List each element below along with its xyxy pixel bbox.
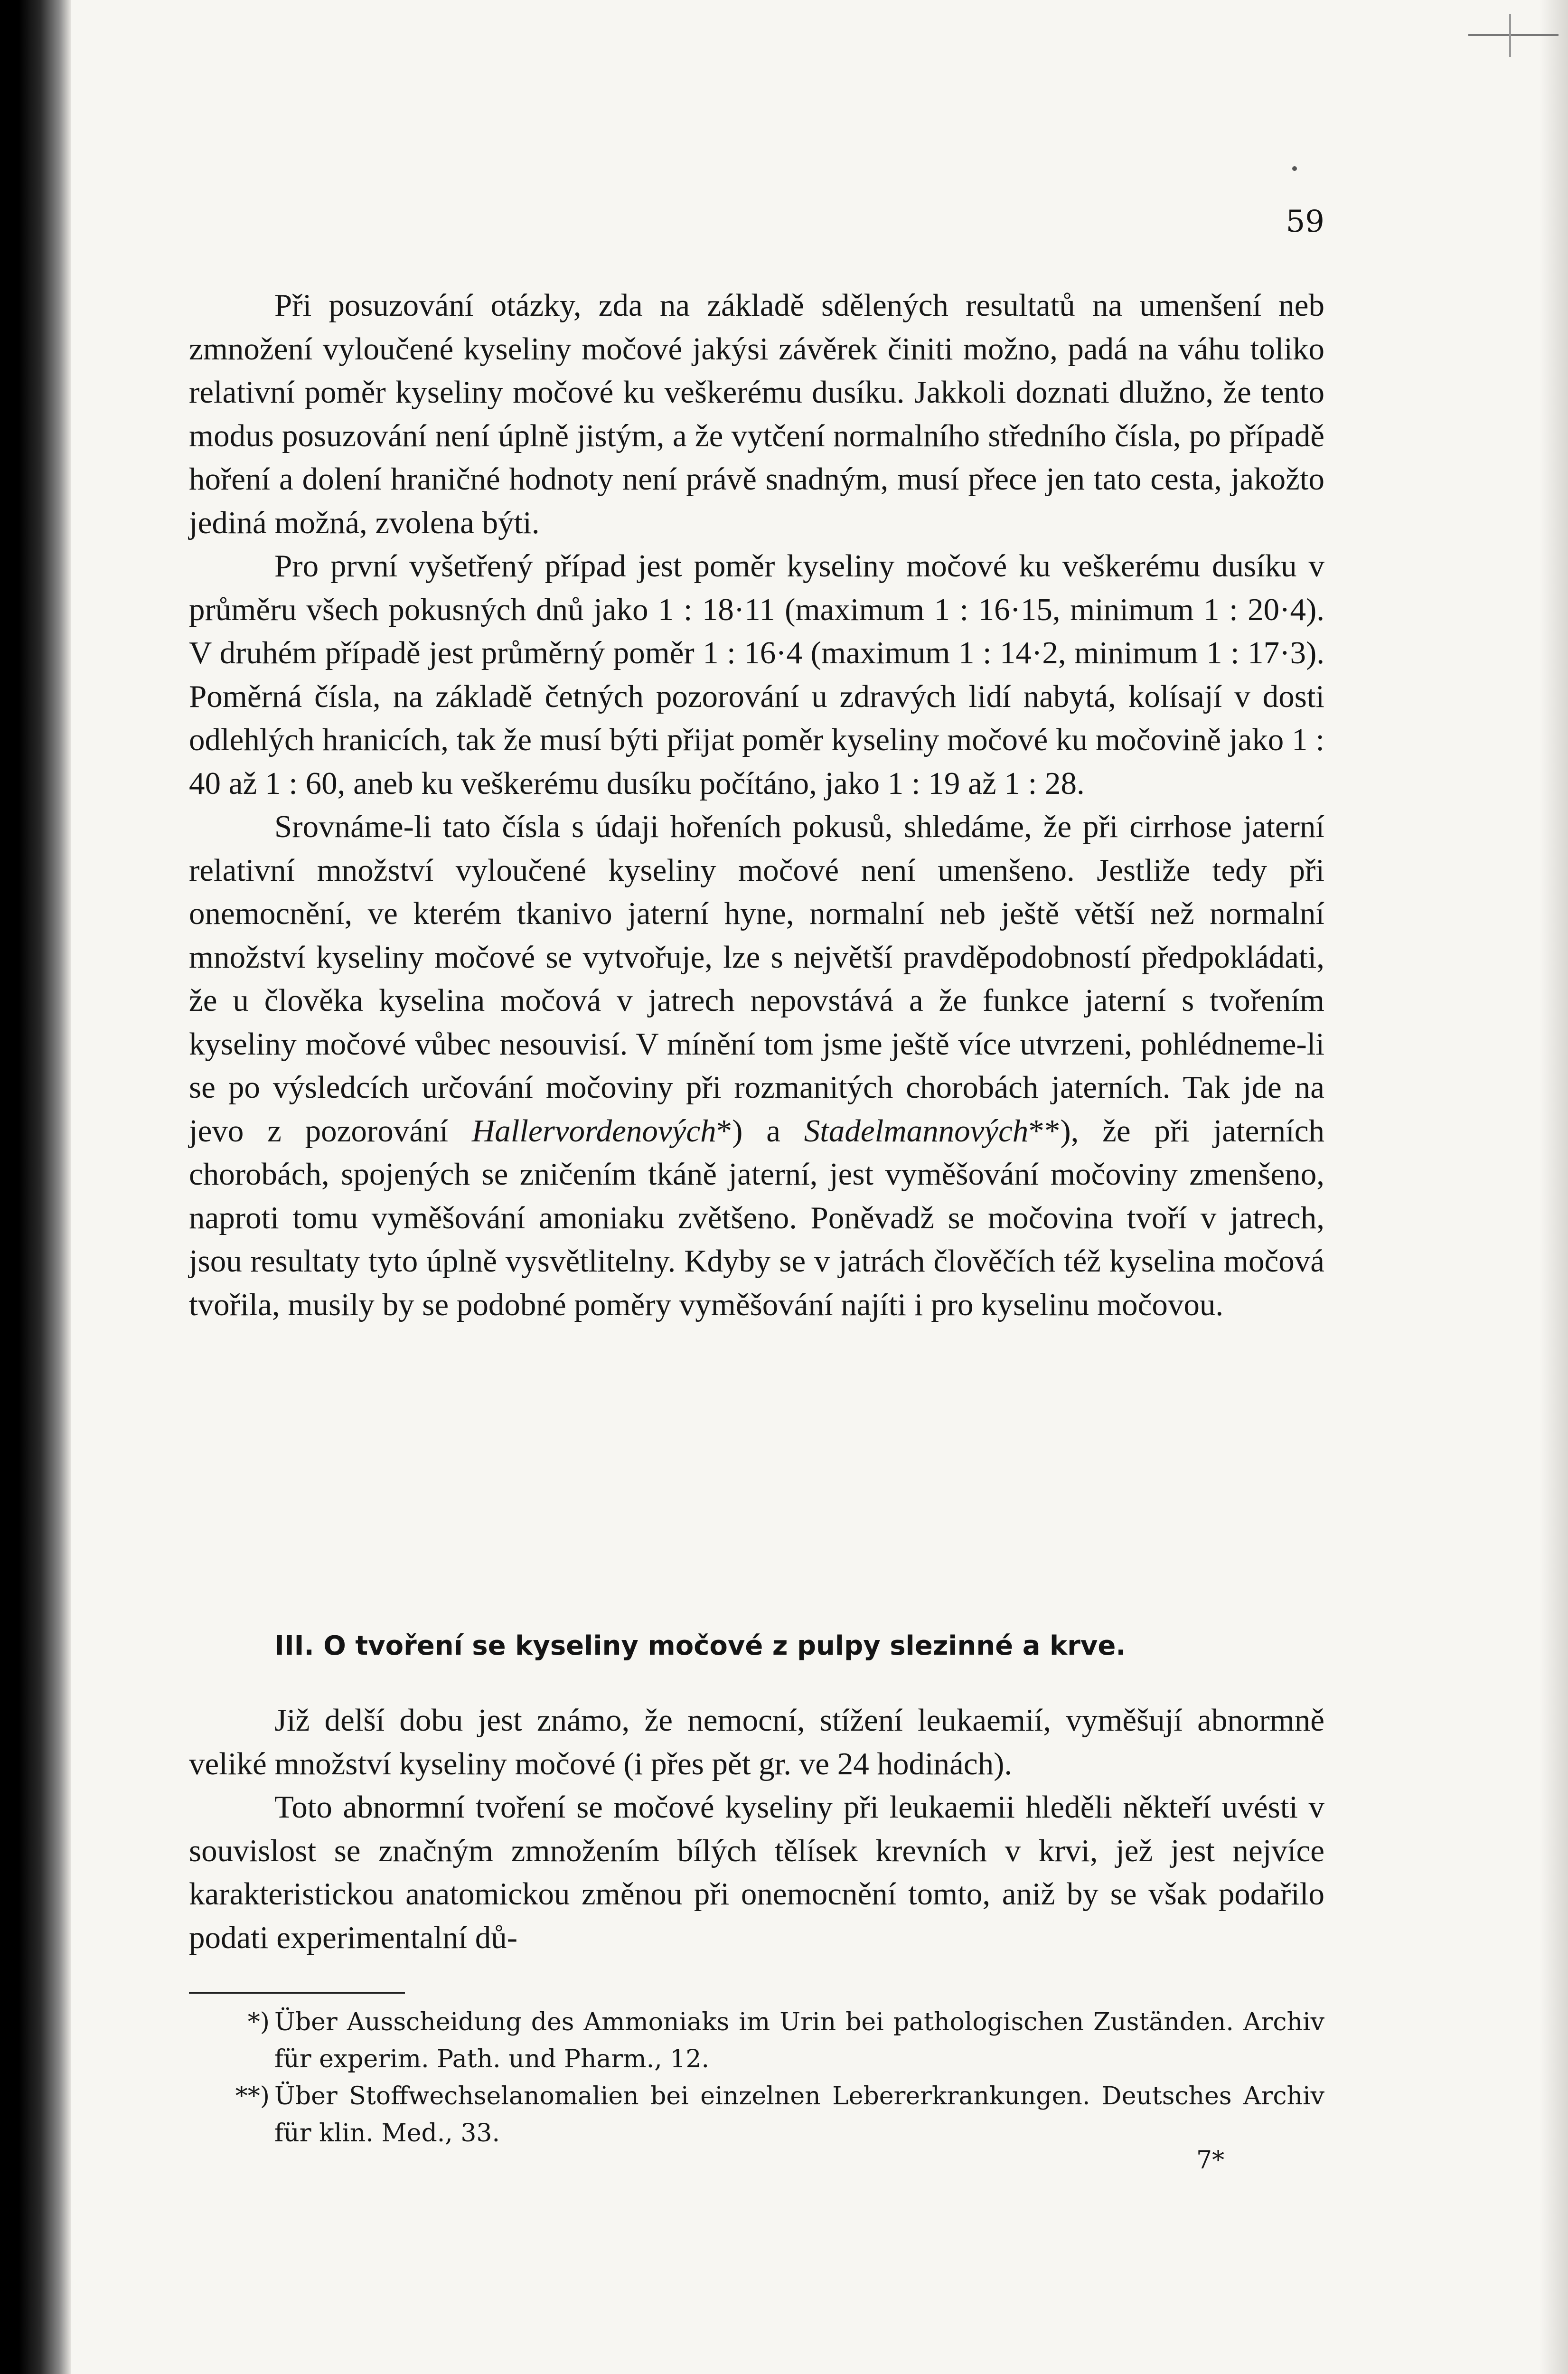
scan-speck	[1292, 166, 1297, 171]
paragraph-text: že při jaterních chorobách, spojených se zničením tkáně jaterní, jest vyměšování močoviny zmenšeno, naproti tomu vyměšování amoniaku zvětšeno. Poněvadž se močovina tvoří v jatrech, jsou resultaty tyto úplně vysvětlitelny. Kdyby se v jatrách člověčích též kyselina močová tvořila, musily by se podobné poměry vyměšování najíti i pro kyselinu močovou.	[189, 1113, 1325, 1322]
section-heading: III. O tvoření se kyseliny močové z pulpy slezinné a krve.	[274, 1630, 1126, 1661]
footnote-ref: **),	[1028, 1113, 1079, 1149]
paragraph: Toto abnormní tvoření se močové kyseliny při leukaemii hleděli někteří uvésti v souvislost se značným zmnožením bílých tělísek krevních v krvi, jež jest nejvíce karakteristickou anatomickou změnou při onemocnění tomto, aniž by se však podařilo podati experimentalní dů-	[189, 1790, 1324, 1955]
footnote	[189, 2004, 1324, 2078]
scan-binding-shadow	[0, 0, 71, 2374]
section-text	[189, 1699, 1324, 1959]
page-number: 59	[1286, 204, 1324, 239]
footnote-divider	[189, 1992, 405, 1994]
citation-stadelmann: Stadelmannových	[804, 1113, 1029, 1149]
scan-corner-mark-vertical	[1509, 14, 1511, 57]
paragraph: Při posuzování otázky, zda na základě sdělených resultatů na umenšení neb zmnožení vyloučené kyseliny močové jakýsi závěrek činiti možno, padá na váhu toliko relativní poměr kyseliny močové ku veškerému dusíku. Jakkoli doznati dlužno, že tento modus posuzování není úplně jistým, a že vytčení normalního středního čísla, po případě hoření a dolení hraničné hodnoty není právě snadným, musí přece jen tato cesta, jakožto jediná možná, zvolena býti.	[189, 288, 1324, 540]
scan-corner-mark	[1468, 34, 1559, 36]
paragraph-text: Srovnáme-li tato čísla s údaji hořeních pokusů, shledáme, že při cirrhose jaterní relativní množství vyloučené kyseliny močové není umenšeno. Jestliže tedy při onemocnění, ve kterém tkanivo jaterní hyne, normalní neb ještě větší než normalní množství kyseliny močové se vytvořuje, lze s největší pravděpodobností předpokládati, že u člověka kyselina močová v jatrech nepovstává a že funkce jaterní s tvořením kyseliny močové vůbec nesouvisí. V mínění tom jsme ještě více utvrzeni, pohlédneme-li se po výsledcích určování močoviny při rozmanitých chorobách jaterních. Tak jde na jevo z pozorování	[189, 809, 1324, 1149]
scan-edge-shadow	[1540, 0, 1568, 2374]
citation-hallervorden: Hallervordenových	[471, 1113, 716, 1149]
footnote-text: Über Ausscheidung des Ammoniaks im Urin bei pathologischen Zuständen. Archiv für experim. Path. und Pharm., 12.	[274, 2008, 1324, 2073]
paragraph-with-citations	[189, 805, 1324, 1327]
footnotes	[189, 2004, 1324, 2152]
footnote	[189, 2078, 1324, 2152]
footnote-mark: *)	[247, 2008, 270, 2036]
signature-mark: 7*	[1196, 2146, 1225, 2175]
paragraph: Pro první vyšetřený případ jest poměr kyseliny močové ku veškerému dusíku v průměru všech pokusných dnů jako 1 : 18·11 (maximum 1 : 16·15, minimum 1 : 20·4). V druhém případě jest průměrný poměr 1 : 16·4 (maximum 1 : 14·2, minimum 1 : 17·3). Poměrná čísla, na základě četných pozorování u zdravých lidí nabytá, kolísají v dosti odlehlých hranicích, tak že musí býti přijat poměr kyseliny močové ku močovině jako 1 : 40 až 1 : 60, aneb ku veškerému dusíku počítáno, jako 1 : 19 až 1 : 28.	[189, 548, 1324, 801]
footnote-text: Über Stoffwechselanomalien bei einzelnen Lebererkrankungen. Deutsches Archiv für klin. Med., 33.	[274, 2082, 1324, 2148]
footnote-ref: *)	[716, 1113, 743, 1149]
conjunction: a	[766, 1113, 780, 1149]
footnote-mark: **)	[235, 2082, 270, 2110]
paragraph: Již delší dobu jest známo, že nemocní, stížení leukaemií, vyměšují abnormně veliké množství kyseliny močové (i přes pět gr. ve 24 hodinách).	[189, 1703, 1324, 1781]
main-text	[189, 284, 1324, 1327]
